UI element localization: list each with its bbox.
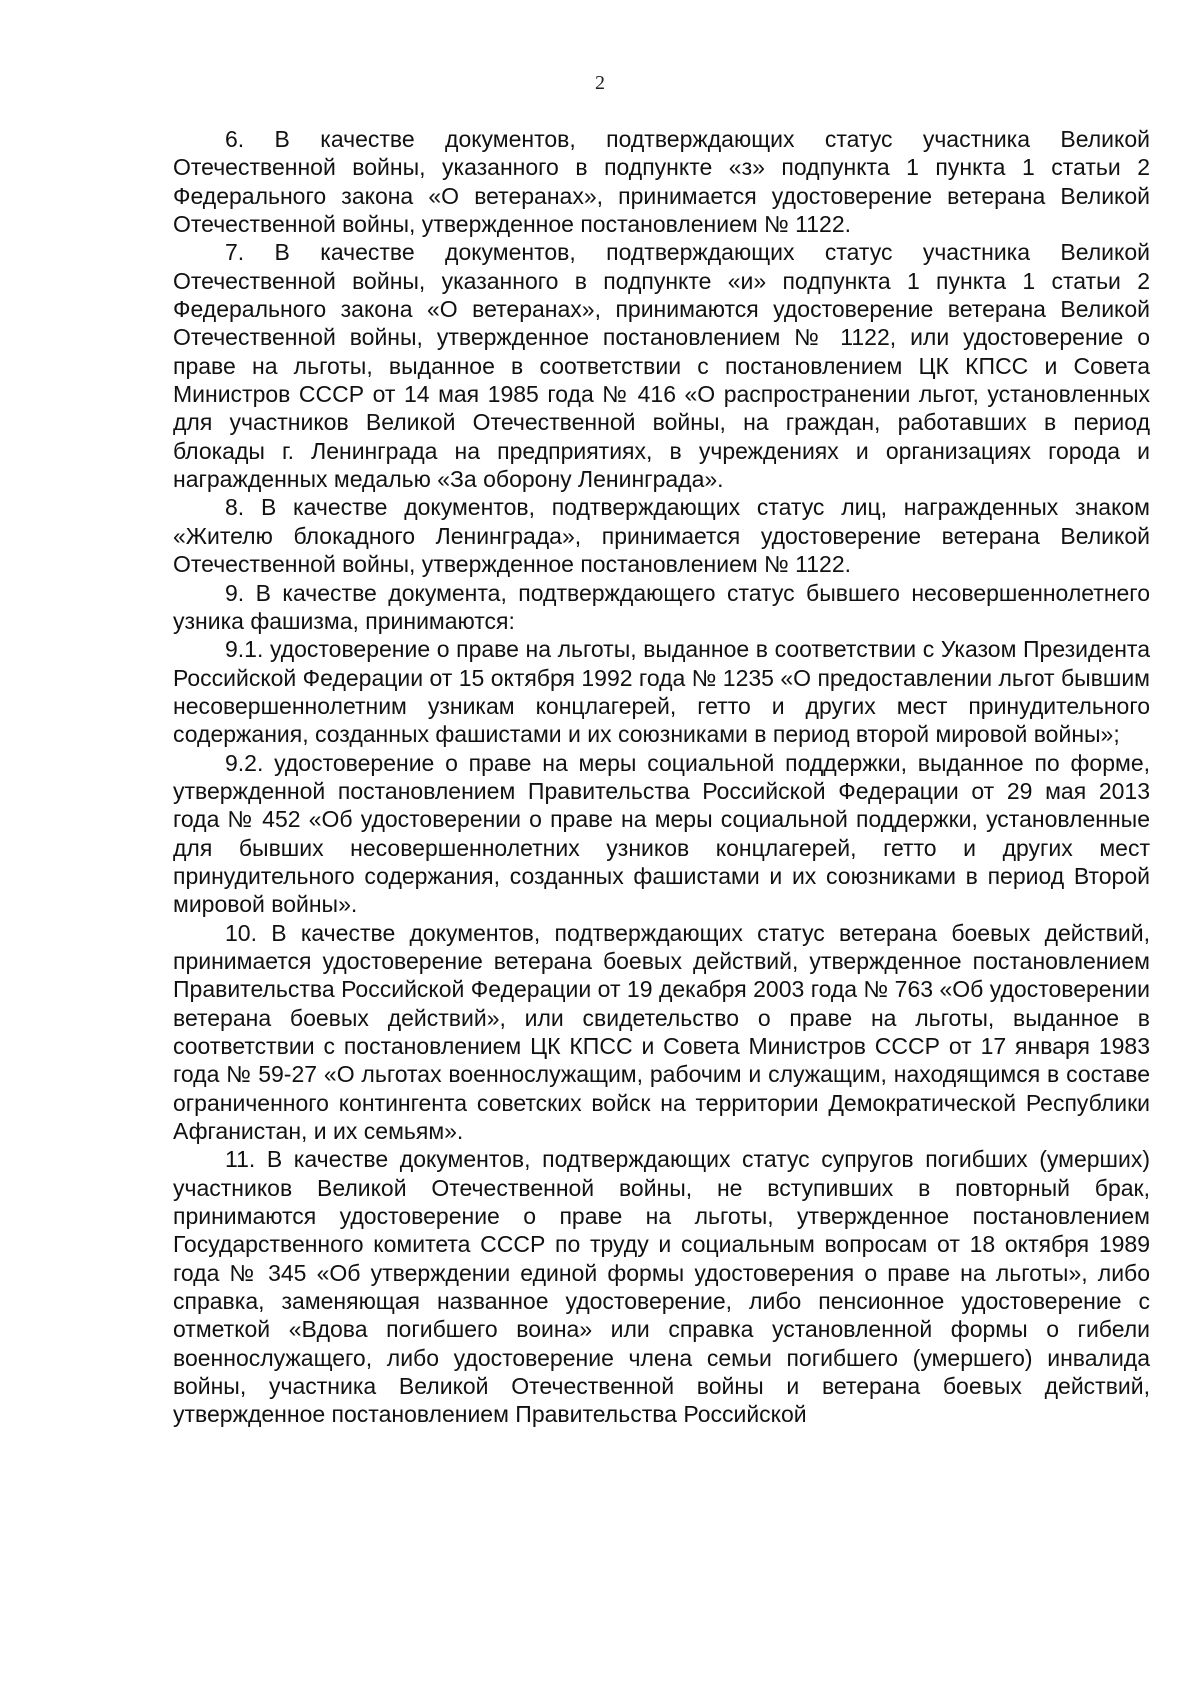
- paragraph-8: 8. В качестве документов, подтверждающих статус лиц, награжденных знаком «Жителю блокадного Ленинграда», принимается удостоверение ветерана Великой Отечественной войны, утвержденное постановлением № 1122.: [173, 494, 1150, 578]
- paragraph-9-1: 9.1. удостоверение о праве на льготы, выданное в соответствии с Указом Президента Российской Федерации от 15 октября 1992 года № 1235 «О предоставлении льгот бывшим несовершеннолетним узникам концлагерей, гетто и других мест принудительного содержания, созданных фашистами и их союзниками в период второй мировой войны»;: [173, 636, 1150, 748]
- paragraph-9: 9. В качестве документа, подтверждающего статус бывшего несовершеннолетнего узника фашизма, принимаются:: [173, 579, 1150, 634]
- document-body: [173, 125, 1150, 1429]
- page-number: 2: [595, 72, 605, 94]
- paragraph-6: 6. В качестве документов, подтверждающих статус участника Великой Отечественной войны, указанного в подпункте «з» подпункта 1 пункта 1 статьи 2 Федерального закона «О ветеранах», принимается удостоверение ветерана Великой Отечественной войны, утвержденное постановлением № 1122.: [173, 126, 1150, 238]
- paragraph-10: 10. В качестве документов, подтверждающих статус ветерана боевых действий, принимается удостоверение ветерана боевых действий, утвержденное постановлением Правительства Российской Федерации от 19 декабря 2003 года № 763 «Об удостоверении ветерана боевых действий», или свидетельство о праве на льготы, выданное в соответствии с постановлением ЦК КПСС и Совета Министров СССР от 17 января 1983 года № 59-27 «О льготах военнослужащим, рабочим и служащим, находящимся в составе ограниченного контингента советских войск на территории Демократической Республики Афганистан, и их семьям».: [173, 919, 1150, 1145]
- paragraph-7: 7. В качестве документов, подтверждающих статус участника Великой Отечественной войны, указанного в подпункте «и» подпункта 1 пункта 1 статьи 2 Федерального закона «О ветеранах», принимаются удостоверение ветерана Великой Отечественной войны, утвержденное постановлением № 1122, или удостоверение о праве на льготы, выданное в соответствии с постановлением ЦК КПСС и Совета Министров СССР от 14 мая 1985 года № 416 «О распространении льгот, установленных для участников Великой Отечественной войны, на граждан, работавших в период блокады г. Ленинграда на предприятиях, в учреждениях и организациях города и награжденных медалью «За оборону Ленинграда».: [173, 239, 1150, 493]
- paragraph-11: 11. В качестве документов, подтверждающих статус супругов погибших (умерших) участников Великой Отечественной войны, не вступивших в повторный брак, принимаются удостоверение о праве на льготы, утвержденное постановлением Государственного комитета СССР по труду и социальным вопросам от 18 октября 1989 года № 345 «Об утверждении единой формы удостоверения о праве на льготы», либо справка, заменяющая названное удостоверение, либо пенсионное удостоверение с отметкой «Вдова погибшего воина» или справка установленной формы о гибели военнослужащего, либо удостоверение члена семьи погибшего (умершего) инвалида войны, участника Великой Отечественной войны и ветерана боевых действий, утвержденное постановлением Правительства Российской: [173, 1146, 1150, 1428]
- paragraph-9-2: 9.2. удостоверение о праве на меры социальной поддержки, выданное по форме, утвержденной постановлением Правительства Российской Федерации от 29 мая 2013 года № 452 «Об удостоверении о праве на меры социальной поддержки, установленные для бывших несовершеннолетних узников концлагерей, гетто и других мест принудительного содержания, созданных фашистами и их союзниками в период Второй мировой войны».: [173, 749, 1150, 918]
